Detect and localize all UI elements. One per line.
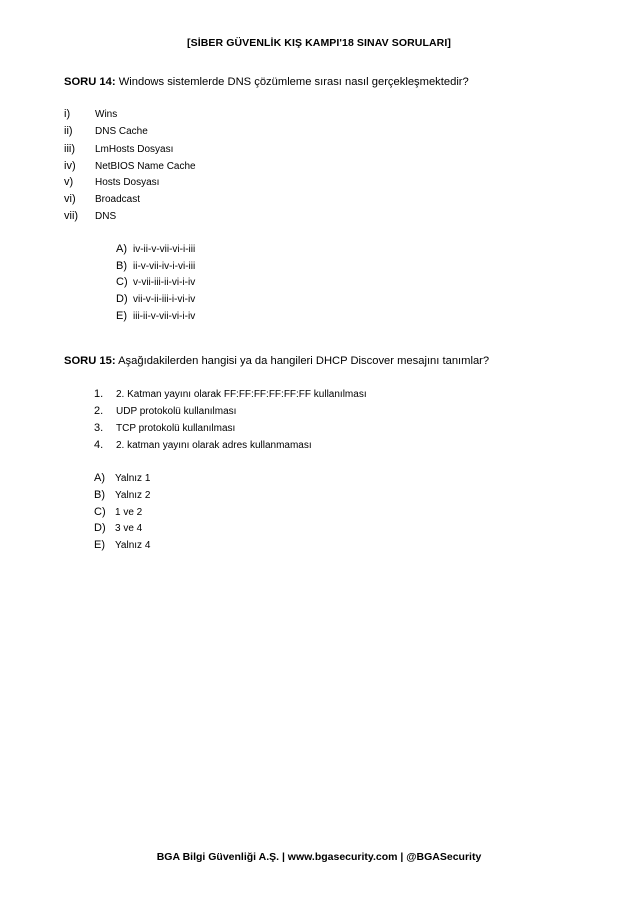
answer-text: ii-v-vii-iv-i-vi-iii: [133, 261, 196, 272]
item-marker: iii): [64, 143, 75, 155]
answer-text: Yalnız 2: [115, 490, 151, 501]
answer-marker: A): [94, 472, 105, 484]
item-text: LmHosts Dosyası: [95, 144, 174, 155]
answer-option-a[interactable]: [116, 241, 195, 258]
answer-option-e[interactable]: [94, 537, 150, 554]
answer-option-b[interactable]: [116, 258, 195, 275]
item-marker: i): [64, 108, 71, 120]
answer-option-a[interactable]: [94, 470, 150, 487]
answer-marker: B): [116, 260, 127, 272]
item-text: TCP protokolü kullanılması: [116, 423, 236, 434]
list-item: [94, 403, 236, 420]
item-text: Hosts Dosyası: [95, 177, 160, 188]
item-text: Wins: [95, 109, 118, 120]
list-item: [64, 158, 196, 175]
item-text: 2. Katman yayını olarak FF:FF:FF:FF:FF:FF kullanılması: [116, 389, 367, 400]
list-item: [64, 191, 140, 208]
page-header: [SİBER GÜVENLİK KIŞ KAMPI'18 SINAV SORULARI]: [187, 37, 451, 49]
answer-marker: C): [94, 506, 106, 518]
answer-text: Yalnız 1: [115, 473, 151, 484]
list-item: [64, 141, 173, 158]
list-item: [94, 420, 235, 437]
item-text: DNS: [95, 211, 117, 222]
question-15-title: [64, 355, 489, 367]
answer-option-e[interactable]: [116, 308, 195, 325]
item-marker: 4.: [94, 439, 104, 451]
answer-text: 1 ve 2: [115, 507, 143, 518]
item-text: 2. katman yayını olarak adres kullanmaması: [116, 440, 312, 451]
question-14-text: Windows sistemlerde DNS çözümleme sırası nasıl gerçekleşmektedir?: [115, 76, 469, 88]
answer-text: iv-ii-v-vii-vi-i-iii: [133, 244, 196, 255]
item-marker: iv): [64, 160, 76, 172]
item-marker: vii): [64, 210, 79, 222]
item-marker: v): [64, 176, 74, 188]
answer-text: iii-ii-v-vii-vi-i-iv: [133, 311, 196, 322]
list-item: [94, 437, 312, 454]
item-text: DNS Cache: [95, 126, 148, 137]
list-item: [64, 106, 117, 123]
question-14-label: SORU 14:: [64, 76, 116, 88]
answer-option-d[interactable]: [94, 520, 142, 537]
question-15-text: Aşağıdakilerden hangisi ya da hangileri DHCP Discover mesajını tanımlar?: [115, 355, 490, 367]
question-14-title: [64, 76, 469, 88]
list-item: [64, 208, 116, 225]
answer-text: Yalnız 4: [115, 540, 151, 551]
answer-option-b[interactable]: [94, 487, 150, 504]
item-marker: vi): [64, 193, 76, 205]
item-text: Broadcast: [95, 194, 141, 205]
answer-marker: E): [116, 310, 127, 322]
answer-marker: D): [116, 293, 128, 305]
answer-marker: C): [116, 276, 128, 288]
answer-marker: E): [94, 539, 105, 551]
question-15-label: SORU 15:: [64, 355, 116, 367]
item-marker: 2.: [94, 405, 104, 417]
list-item: [94, 386, 367, 403]
answer-option-d[interactable]: [116, 291, 195, 308]
answer-option-c[interactable]: [94, 504, 142, 521]
answer-text: vii-v-ii-iii-i-vi-iv: [133, 294, 196, 305]
answer-marker: B): [94, 489, 105, 501]
item-text: NetBIOS Name Cache: [95, 161, 196, 172]
list-item: [64, 174, 159, 191]
answer-marker: A): [116, 243, 127, 255]
item-marker: 3.: [94, 422, 104, 434]
item-marker: 1.: [94, 388, 104, 400]
page-footer: BGA Bilgi Güvenliği A.Ş. | www.bgasecurity.com | @BGASecurity: [156, 851, 482, 863]
item-marker: ii): [64, 125, 73, 137]
answer-option-c[interactable]: [116, 274, 195, 291]
answer-marker: D): [94, 522, 106, 534]
item-text: UDP protokolü kullanılması: [116, 406, 237, 417]
answer-text: 3 ve 4: [115, 523, 143, 534]
answer-text: v-vii-iii-ii-vi-i-iv: [133, 277, 196, 288]
list-item: [64, 123, 148, 140]
